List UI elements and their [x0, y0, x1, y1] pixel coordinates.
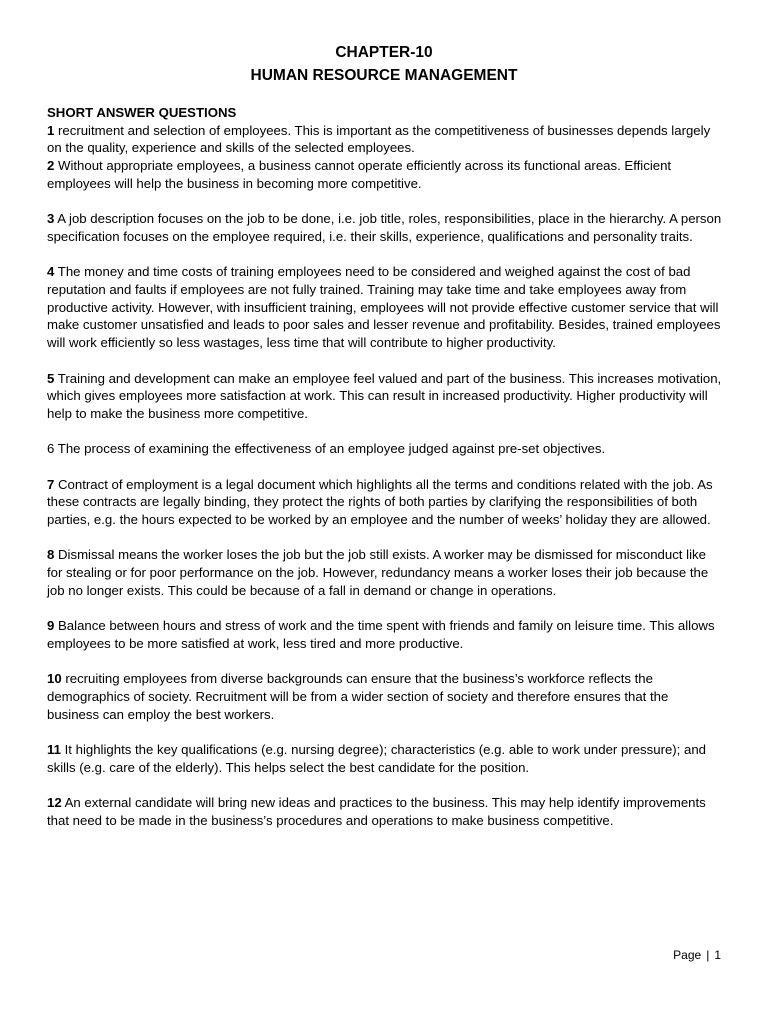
- answer-number: 9: [47, 618, 55, 634]
- answer-paragraph: [47, 476, 723, 529]
- chapter-heading: CHAPTER-10: [335, 44, 433, 61]
- page-label: Page: [673, 948, 702, 962]
- answer-paragraph: [47, 263, 723, 352]
- answer-paragraph: [47, 670, 723, 723]
- answer-text: It highlights the key qualifications (e.g. nursing degree); characteristics (e.g. able to work under pressure); and skills (e.g. care of the elderly). This helps select the best candidate for the position.: [47, 742, 707, 775]
- answer-number: 1: [47, 122, 55, 138]
- answer-paragraph: [47, 741, 723, 776]
- answer-text: A job description focuses on the job to be done, i.e. job title, roles, responsibilities, place in the hierarchy. A person specification focuses on the employee required, i.e. their skills, experience, qualifications and personality traits.: [47, 211, 722, 244]
- chapter-title: HUMAN RESOURCE MANAGEMENT: [250, 67, 518, 84]
- answer-number: 4: [47, 264, 55, 280]
- answer-text: Balance between hours and stress of work and the time spent with friends and family on leisure time. This allows employees to be more satisfied at work, less tired and more productive.: [47, 618, 715, 651]
- answer-text: recruitment and selection of employees. This is important as the competitiveness of businesses depends largely on the quality, experience and skills of the selected employees.: [47, 122, 711, 156]
- answer-text: Dismissal means the worker loses the job but the job still exists. A worker may be dismissed for misconduct like for stealing or for poor performance on the job. However, redundancy means a worker loses their job because the job no longer exists. This could be because of a fall in demand or change in operations.: [47, 547, 709, 598]
- answer-paragraph: [47, 794, 723, 829]
- answer-text: Without appropriate employees, a business cannot operate efficiently across its functional areas. Efficient employees will help the business in becoming more competitive.: [47, 158, 672, 191]
- answer-number: 6: [47, 441, 55, 457]
- page-separator: |: [706, 948, 710, 962]
- answer-paragraph: [47, 440, 723, 458]
- answer-text: Contract of employment is a legal document which highlights all the terms and conditions related with the job. As these contracts are legally binding, they protect the rights of both parties by clarifying the responsibilities of both parties, e.g. the hours expected to be worked by an employee and the number of weeks’ holiday they are allowed.: [47, 476, 713, 528]
- answer-number: 8: [47, 547, 55, 563]
- document-body: [47, 104, 723, 830]
- answer-text: Training and development can make an employee feel valued and part of the business. This increases motivation, which gives employees more satisfaction at work. This can result in increased productivity. Higher productivity will help to make the business more competitive.: [47, 370, 722, 421]
- answer-number: 11: [47, 742, 61, 758]
- page-footer: [673, 946, 721, 964]
- answer-paragraph: [47, 157, 723, 192]
- answer-number: 5: [47, 370, 55, 386]
- answer-number: 7: [47, 476, 55, 492]
- answer-paragraph: [47, 546, 723, 599]
- answer-number: 3: [47, 211, 55, 227]
- answer-number: 2: [47, 158, 55, 174]
- answer-text: The money and time costs of training employees need to be considered and weighed against the cost of bad reputation and faults if employees are not fully trained. Training may take time and take employees away from productive activity. However, with insufficient training, employees will not provide effective customer service that will make customer unsatisfied and leads to poor sales and lesser revenue and profitability. Besides, trained employees will work efficiently so less wastages, less time that will contribute to higher productivity.: [47, 264, 721, 351]
- answer-paragraph: [47, 370, 723, 423]
- answer-paragraph: [47, 122, 723, 157]
- answer-text: The process of examining the effectiveness of an employee judged against pre-set objectives.: [57, 441, 606, 457]
- answer-text: recruiting employees from diverse backgrounds can ensure that the business’s workforce reflects the demographics of society. Recruitment will be from a wider section of society and therefore ensures that the business can employ the best workers.: [47, 671, 669, 722]
- answer-number: 12: [47, 795, 62, 811]
- answer-number: 10: [47, 671, 62, 687]
- answer-text: An external candidate will bring new ideas and practices to the business. This may help identify improvements that need to be made in the business’s procedures and operations to make business competitive.: [47, 795, 706, 828]
- answer-paragraph: [47, 617, 723, 652]
- page-number: 1: [714, 948, 721, 962]
- answer-paragraph: [47, 210, 723, 245]
- section-title: SHORT ANSWER QUESTIONS: [47, 105, 237, 120]
